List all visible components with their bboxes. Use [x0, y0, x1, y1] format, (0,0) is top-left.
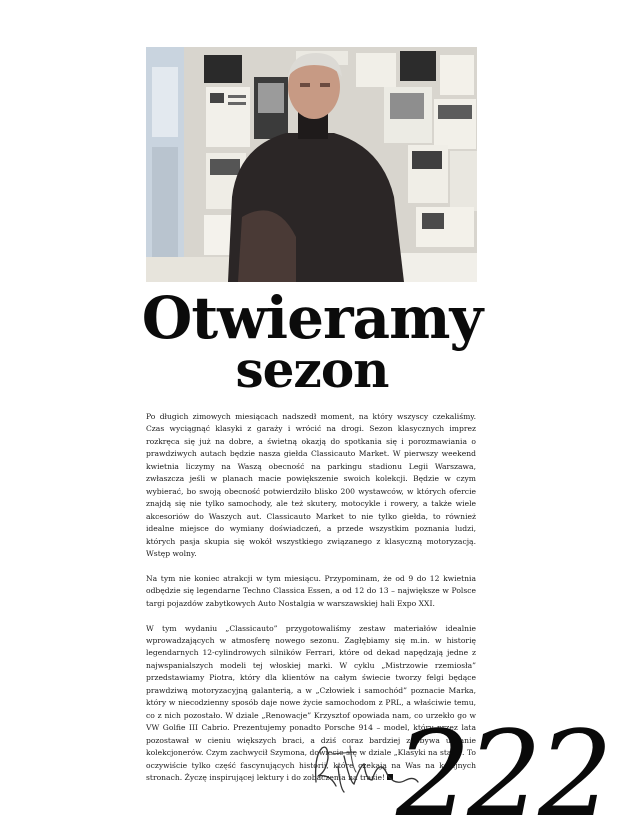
body-paragraph-2: Na tym nie koniec atrakcji w tym miesiącu. Przypominam, że od 9 do 12 kwietnia odbędzie się legendarne Techno Classica Essen, a od 12 do 13 – największe w Polsce targi pojazdów zabytkowych Auto Nostalgia w warszawskiej hali Expo XXI.: [146, 573, 476, 608]
article-headline: [140, 284, 484, 399]
portrait-image: [146, 47, 477, 282]
editor-portrait-photo: [146, 47, 477, 282]
body-paragraph-1: Po długich zimowych miesiącach nadszedł moment, na który wszyscy czekaliśmy. Czas wyciągnąć klasyki z garaży i wrócić na drogi. Sezon klasycznych imprez rozkręca się już na dobre, a świetną okazją do spotkania się i porozmawiania o prawdziwych autach będzie nasza giełda Classicauto Market. W pierwszy weekend kwietnia liczymy na Waszą obecność na parkingu stadionu Legii Warszawa, zwłaszcza jeśli w planach macie powiększenie swoich kolekcji. Będzie w czym wybierać, bo swoją obecność potwierdziło blisko 200 wystawców, w których ofercie znajdą się nie tylko samochody, ale też skutery, motocykle i rowery, a także wiele akcesoriów do Waszych aut. Classicauto Market to nie tylko giełda, to również idealne miejsce do wymiany doświadczeń, a przede wszystkim poznania ludzi, których pasja skupia się wokół wszystkiego związanego z klasyczną motoryzacją. Wstęp wolny.: [146, 412, 476, 558]
headline-line-2: sezon: [235, 340, 389, 399]
page-number: 222: [396, 705, 610, 836]
headline-line-1: Otwieramy: [141, 284, 483, 352]
body-paragraph-3-text: W tym wydaniu „Classicauto” przygotowaliśmy zestaw materiałów idealnie wprowadzających w atmosferę nowego sezonu. Zagłębiamy się m.in. w historię legendarnych 12-cylindrowych silników Ferrari, które od dekad napędzają jedne z najwspanialszych modeli tej włoskiej marki. W cyklu „Mistrzowie rzemiosła” przedstawiamy Piotra, który dla klientów na całym świecie tworzy felgi będące prawdziwą motoryzacyjną galanterią, a w „Człowiek i samochód” poznacie Marka, który w niecodzienny sposób daje nowe życie samochodom z PRL, a właściwie temu, co z nich pozostało. W dziale „Renowacje” Krzysztof opowiada nam, co urzekło go w VW Golfie III Cabrio. Prezentujemy ponadto Porsche 914 – model, który przez lata pozostawał w cieniu większych braci, a dziś coraz bardziej zdobywa uznanie kolekcjonerów. Czym zachwycił Szymona, dowiecie się w dziale „Klasyki na start”. To oczywiście tylko część fascynujących historii, które czekają na Was na kolejnych stronach. Życzę inspirującej lektury i do zobaczenia na trasie!: [146, 623, 476, 783]
